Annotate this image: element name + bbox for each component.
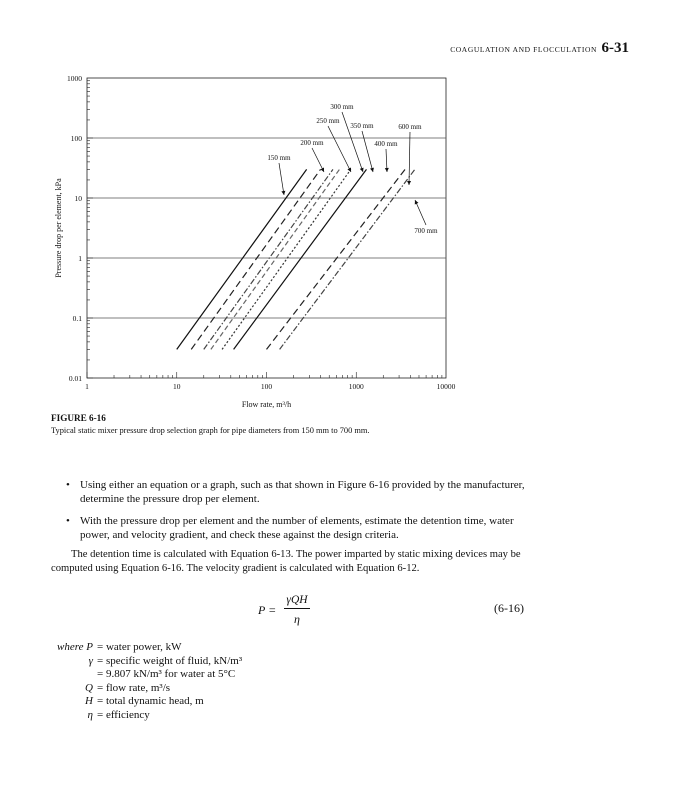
line-annotation: 700 mm [414,227,438,235]
annotation-arrow [362,131,373,172]
y-tick-label: 0.1 [72,314,82,323]
x-axis-label: Flow rate, m³/h [241,400,292,409]
y-tick-label: 1 [78,254,82,263]
y-tick-label: 1000 [67,74,82,83]
def-symbol: γ [88,654,93,667]
arrowhead-icon [370,168,374,172]
bullet-icon: • [66,479,70,491]
def-symbol: η [87,708,93,721]
definition-row [51,668,242,682]
annotation-arrow [312,148,324,172]
body-paragraph: The detention time is calculated with Equation 6-13. The power imparted by static mixing devices may be computed using Equation 6-16. The velocity gradient is calculated with Equation 6-12. [51,549,521,574]
def-symbol: H [85,695,93,707]
annotation-arrow [328,126,351,172]
line-annotation: 250 mm [316,117,340,125]
arrowhead-icon [407,181,411,185]
figure-caption [51,413,411,436]
arrowhead-icon [281,191,285,195]
list-item [62,514,532,542]
arrowhead-icon [385,168,389,172]
equation-denominator: η [294,612,300,626]
y-tick-label: 10 [74,194,82,203]
definition-row [51,682,242,696]
y-tick-label: 100 [70,134,82,143]
def-text: = specific weight of fluid, kN/m³ [97,654,243,667]
list-item [62,478,532,506]
figure-caption-text: Typical static mixer pressure drop selection graph for pipe diameters from 150 mm to 700 mm. [51,426,370,435]
annotation-arrow [415,200,426,225]
line-annotation: 300 mm [330,103,354,111]
def-symbol: where P [57,641,93,653]
line-annotation: 150 mm [267,154,291,162]
line-annotation: 600 mm [398,123,422,131]
equation-fraction [284,594,310,627]
definition-row [51,695,242,709]
bullet-text: Using either an equation or a graph, such as that shown in Figure 6-16 provided by the manufacturer, determine the pressure drop per element. [80,479,525,505]
def-text: = water power, kW [97,641,182,653]
variable-definitions [51,641,242,722]
line-annotation: 350 mm [350,122,374,130]
x-tick-label: 10 [173,382,181,391]
def-symbol [51,668,97,682]
y-axis-label: Pressure drop per element, kPa [54,178,63,278]
definition-row [51,709,242,723]
series-line-300-mm [211,169,340,349]
x-tick-label: 1 [85,382,89,391]
annotation-arrow [342,112,363,172]
y-tick-label: 0.01 [68,374,82,383]
def-text: = total dynamic head, m [97,695,204,707]
line-annotation: 400 mm [374,140,398,148]
equation-6-16 [0,594,689,630]
def-text: = efficiency [97,708,150,721]
x-tick-label: 10000 [436,382,456,391]
page-number: 6-31 [601,40,629,56]
bullet-list [62,478,532,550]
fraction-bar [284,608,310,609]
series-line-200-mm [191,169,320,349]
line-annotation: 200 mm [300,139,324,147]
equation-numerator: γQH [286,594,308,606]
plot-frame [87,78,446,378]
bullet-text: With the pressure drop per element and the number of elements, estimate the detention time, water power, and velocity gradient, and check these against the design criteria. [80,515,514,541]
arrowhead-icon [360,168,364,172]
equation-lhs: P = [258,603,277,617]
x-tick-label: 100 [260,382,273,391]
definition-row [51,641,242,655]
def-symbol: Q [85,681,93,694]
definition-row [51,655,242,669]
annotation-arrow [279,163,284,195]
def-text: = flow rate, m³/s [97,681,171,694]
bullet-icon: • [66,515,70,527]
figure-label: FIGURE 6-16 [51,413,106,423]
def-text: = 9.807 kN/m³ for water at 5°C [97,668,236,680]
equation-number: (6-16) [494,601,524,615]
section-title: COAGULATION AND FLOCCULATION [450,45,597,54]
series-line-250-mm [204,169,333,349]
x-tick-label: 1000 [348,382,364,391]
